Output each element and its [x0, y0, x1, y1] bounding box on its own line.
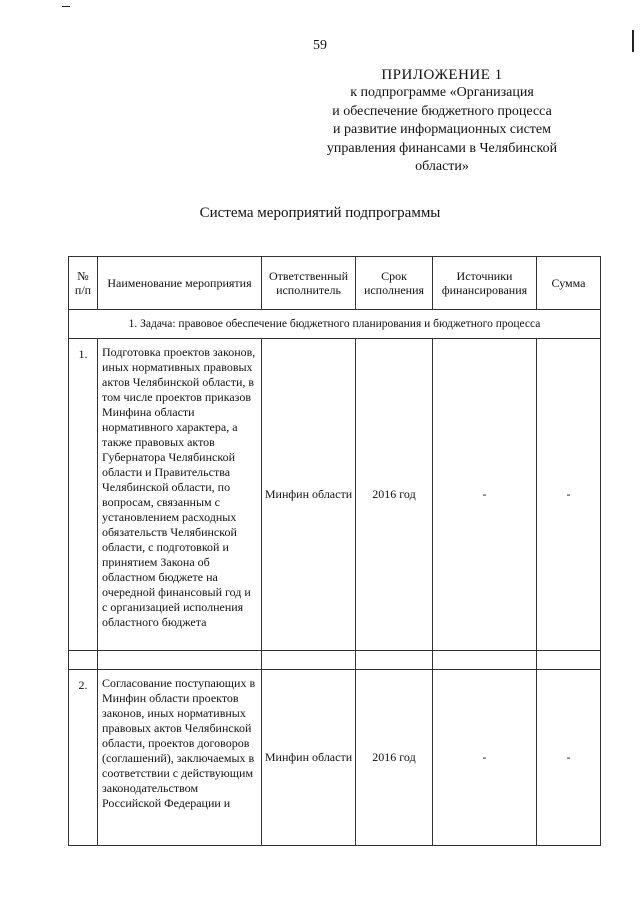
header-sum: Сумма	[537, 257, 601, 310]
appendix-line: управления финансами в Челябинской	[326, 140, 558, 156]
row-name: Подготовка проектов законов, иных нормативных правовых актов Челябинской области, в том числе проектов приказов Минфина области нормативного характера, а также правовых актов Губернатора Челябинской области и Правительства Челябинской области, по вопросам, связанным с установлением расходных обязательств Челябинской области, с подготовкой и принятием Закона об областном бюджете на очередной финансовый год и с организацией исполнения областного бюджета	[98, 339, 262, 651]
row-term: 2016 год	[356, 670, 433, 846]
appendix-block	[292, 66, 592, 176]
header-sources: Источники финансирования	[433, 257, 537, 310]
row-executor: Минфин области	[262, 339, 356, 651]
page-number: 59	[313, 38, 327, 53]
row-name: Согласование поступающих в Минфин области проектов законов, иных нормативных правовых актов Челябинской области, проектов договоров (соглашений), заключаемых в соответствии с действующим законодательством Российской Федерации и	[98, 670, 262, 846]
row-num: 2.	[69, 670, 98, 846]
table-header-row	[69, 257, 601, 310]
task-row	[69, 310, 601, 339]
row-term: 2016 год	[356, 339, 433, 651]
gap-cell	[98, 651, 262, 670]
row-executor: Минфин области	[262, 670, 356, 846]
gap-cell	[433, 651, 537, 670]
gap-cell	[69, 651, 98, 670]
gap-cell	[537, 651, 601, 670]
scan-mark-top-left	[62, 6, 70, 7]
appendix-line: и развитие информационных систем	[333, 122, 551, 138]
row-num: 1.	[69, 339, 98, 651]
table-row	[69, 339, 601, 651]
header-name: Наименование мероприятия	[98, 257, 262, 310]
row-sum: -	[537, 339, 601, 651]
row-sources: -	[433, 339, 537, 651]
task-text: 1. Задача: правовое обеспечение бюджетного планирования и бюджетного процесса	[69, 310, 601, 339]
row-gap	[69, 651, 601, 670]
gap-cell	[262, 651, 356, 670]
appendix-line: к подпрограмме «Организация	[350, 85, 534, 101]
table-row	[69, 670, 601, 846]
appendix-heading: ПРИЛОЖЕНИЕ 1	[381, 67, 503, 83]
header-executor: Ответственный исполнитель	[262, 257, 356, 310]
appendix-line: и обеспечение бюджетного процесса	[332, 103, 552, 119]
gap-cell	[356, 651, 433, 670]
row-sources: -	[433, 670, 537, 846]
document-title: Система мероприятий подпрограммы	[199, 205, 441, 221]
header-term: Срок исполнения	[356, 257, 433, 310]
measures-table	[68, 256, 601, 846]
header-num: № п/п	[69, 257, 98, 310]
row-sum: -	[537, 670, 601, 846]
appendix-line: области»	[415, 159, 469, 175]
